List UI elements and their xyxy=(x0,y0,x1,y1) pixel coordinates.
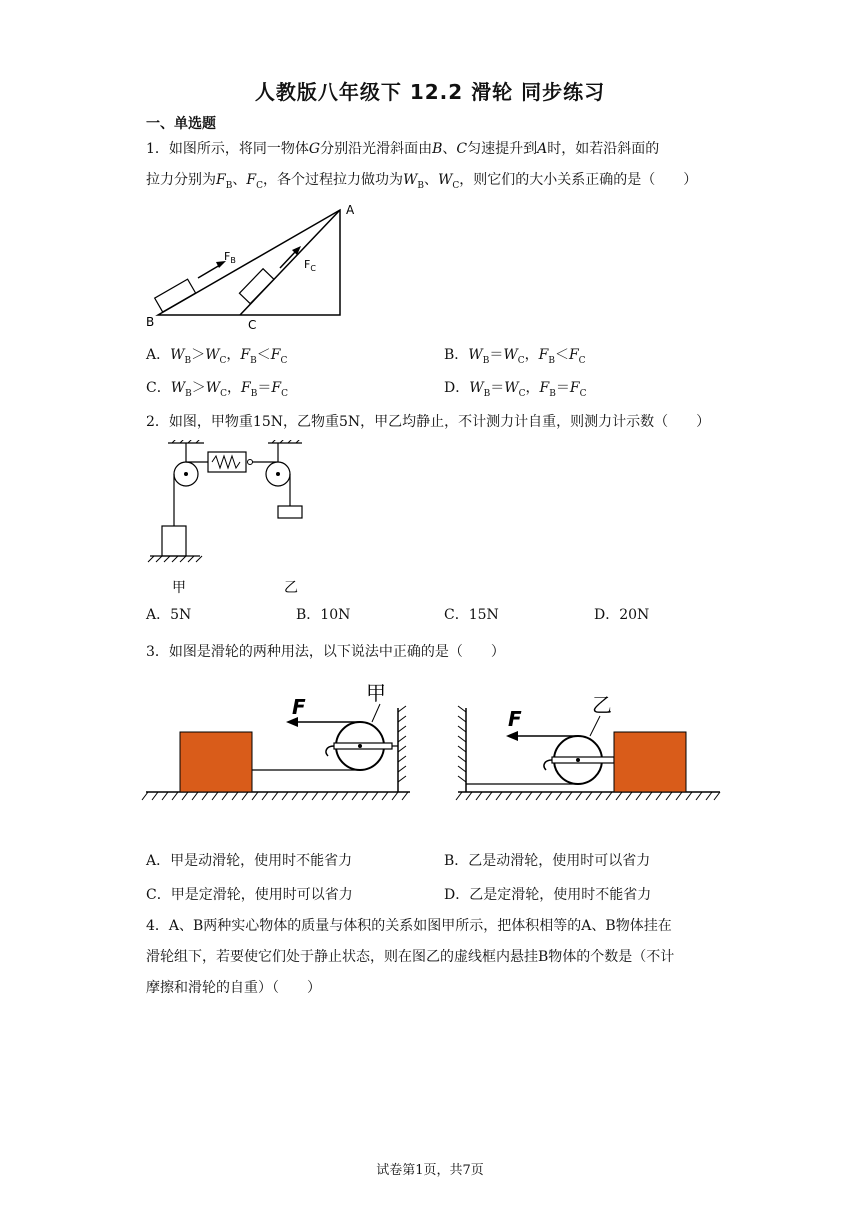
label-f-right: F xyxy=(508,707,522,731)
block-left xyxy=(180,732,252,792)
q1-option-b[interactable]: B．$W_B=W_C$，$F_B<F_C$ xyxy=(444,347,586,366)
q1-option-c[interactable]: C．$W_B>W_C$，$F_B=F_C$ xyxy=(146,380,288,399)
ground-left xyxy=(142,792,408,800)
label-b: B xyxy=(146,315,155,329)
label-yi-fig: 乙 xyxy=(592,693,612,717)
q3-option-c[interactable]: C．甲是定滑轮，使用时可以省力 xyxy=(146,887,353,903)
q2-option-a[interactable]: A．5N xyxy=(146,607,192,623)
q1-option-d[interactable]: D．$W_B=W_C$，$F_B=F_C$ xyxy=(444,380,587,399)
block-b xyxy=(155,279,196,312)
ground-right xyxy=(456,792,720,800)
question-4-stem: 4．A、B两种实心物体的质量与体积的关系如图甲所示，把体积相等的A、B物体挂在 滑轮组下，若要使它们处于静止状态，则在图乙的虚线框内悬挂B物体的个数是（不计 摩擦和滑轮的自重）（ ） xyxy=(146,918,675,996)
block-right xyxy=(614,732,686,792)
question-1-stem: 1．如图所示，将同一物体G分别沿光滑斜面由B、C匀速提升到A时，如若沿斜面的 拉力分别为$F_B$、$F_C$，各个过程拉力做功为$W_B$、$W_C$，则它们的大小关系正确的是（ ） xyxy=(146,141,698,191)
q2-option-b[interactable]: B．10N xyxy=(296,607,351,623)
label-f-left: F xyxy=(292,695,306,719)
label-a: A xyxy=(346,203,355,217)
question-3-stem: 3．如图是滑轮的两种用法，以下说法中正确的是（ ） xyxy=(146,644,505,660)
object-jia xyxy=(162,526,186,556)
arrow-fb xyxy=(198,265,220,278)
incline-diagram xyxy=(140,198,360,338)
q2-option-d[interactable]: D．20N xyxy=(594,607,650,623)
q2-option-c[interactable]: C．15N xyxy=(444,607,499,623)
label-jia-fig: 甲 xyxy=(366,681,386,705)
page-footer: 试卷第1页，共7页 xyxy=(376,1163,484,1178)
page-title: 人教版八年级下 12.2 滑轮 同步练习 xyxy=(254,80,606,104)
label-c: C xyxy=(248,318,257,332)
question-2-stem: 2．如图，甲物重15N，乙物重5N，甲乙均静止，不计测力计自重，则测力计示数（ ） xyxy=(146,414,711,430)
label-jia: 甲 xyxy=(172,580,186,596)
section-heading: 一、单选题 xyxy=(146,116,216,132)
label-fb: $F_B$ xyxy=(224,250,236,265)
object-yi xyxy=(278,506,302,518)
q3-option-a[interactable]: A．甲是动滑轮，使用时不能省力 xyxy=(146,853,353,869)
pulley-usage-diagram xyxy=(140,676,730,806)
q3-option-b[interactable]: B．乙是动滑轮，使用时可以省力 xyxy=(444,853,651,869)
spring-scale-diagram xyxy=(140,440,330,596)
label-fc: $F_C$ xyxy=(304,258,316,273)
q3-option-d[interactable]: D．乙是定滑轮，使用时不能省力 xyxy=(444,887,652,903)
q1-option-a[interactable]: A．$W_B>W_C$，$F_B<F_C$ xyxy=(146,347,288,366)
spring-scale xyxy=(208,452,246,472)
label-yi: 乙 xyxy=(284,580,298,596)
